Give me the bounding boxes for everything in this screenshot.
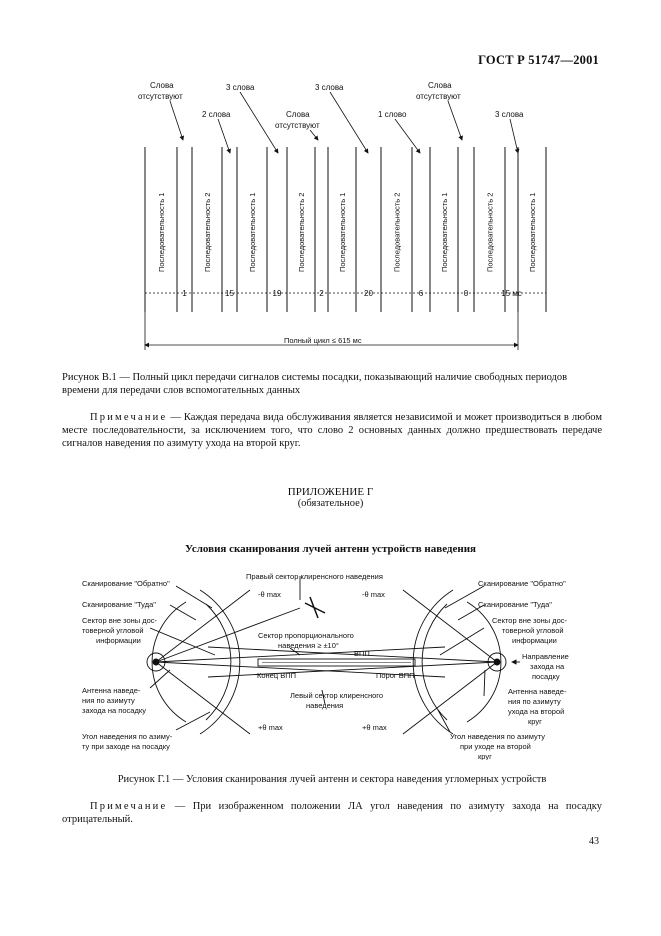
left-clearance-sector-2: наведения (306, 701, 344, 710)
theta-max-neg-right: -θ max (362, 590, 385, 599)
top-label-5: 3 слова (315, 83, 344, 92)
sequence-label: Последовательность 1 (440, 192, 449, 272)
figure-b1-timing-diagram (0, 0, 661, 360)
right-angle-3: круг (478, 752, 492, 760)
top-label-7a: Слова (428, 81, 452, 90)
total-cycle-label: Полный цикл ≤ 615 мс (284, 336, 362, 345)
left-angle-2: ту при заходе на посадку (82, 742, 170, 751)
gap-value: 15 (225, 289, 234, 298)
note-1 (62, 411, 602, 450)
proportional-sector-2: наведения ≥ ±10° (278, 641, 339, 650)
sequence-label: Последовательность 1 (528, 192, 537, 272)
gap-value: 1 (182, 289, 187, 298)
right-clearance-sector: Правый сектор клиренсного наведения (246, 572, 383, 581)
right-direction-3: посадку (532, 672, 560, 681)
top-label-6: 1 слово (378, 110, 407, 119)
right-antenna-2: ния по азимуту (508, 697, 561, 706)
figure-g1-caption: Рисунок Г.1 — Условия сканирования лучей антенн и сектора наведения угломерных устройств (117, 774, 547, 785)
appendix-heading: Условия сканирования лучей антенн устройств наведения (184, 543, 477, 555)
top-label-4b: отсутствуют (275, 121, 320, 130)
top-label-8: 3 слова (495, 110, 524, 119)
runway-label: ВПП (354, 649, 370, 658)
left-scan-forward: Сканирование "Туда" (82, 600, 156, 609)
right-antenna-3: ухода на второй (508, 707, 565, 716)
proportional-sector-1: Сектор пропорционального (258, 631, 354, 640)
note-2 (62, 800, 602, 826)
right-scan-back: Сканирование "Обратно" (478, 579, 566, 588)
figure-b1-caption-text: Рисунок В.1 — Полный цикл передачи сигналов системы посадки, показывающий наличие свободных периодов времени для передачи слов вспомогательных данных (62, 372, 568, 396)
note-2-text: — При изображенном положении ЛА угол наведения по азимуту захода на посадку отрицательный. (62, 801, 602, 825)
page-number: 43 (589, 836, 599, 847)
sequence-label: Последовательность 2 (297, 192, 306, 272)
top-label-3: 3 слова (226, 83, 255, 92)
right-sector-1: Сектор вне зоны дос- (492, 616, 568, 625)
right-direction-1: Направление (522, 652, 569, 661)
left-sector-2: товерной угловой (82, 626, 144, 635)
left-clearance-sector-1: Левый сектор клиренсного (290, 691, 384, 700)
right-scan-forward: Сканирование "Туда" (478, 600, 552, 609)
top-label-2: 2 слова (202, 110, 231, 119)
left-antenna-3: захода на посадку (82, 706, 146, 715)
theta-max-pos-right: +θ max (362, 723, 387, 732)
theta-max-neg-left: -θ max (258, 590, 281, 599)
left-antenna-1: Антенна наведе- (82, 686, 141, 695)
sequence-label: Последовательность 2 (485, 192, 495, 272)
left-sector-1: Сектор вне зоны дос- (82, 616, 158, 625)
sequence-label: Последовательность 2 (392, 192, 402, 272)
sequence-label: Последовательность 2 (203, 192, 212, 272)
appendix-title: ПРИЛОЖЕНИЕ Г (287, 486, 374, 498)
gap-value: 20 (364, 289, 373, 298)
left-angle-1: Угол наведения по азиму- (82, 732, 173, 741)
right-angle-1: Угол наведения по азимуту (450, 732, 545, 741)
aircraft-icon (305, 597, 325, 618)
gap-value: 0 (463, 289, 469, 298)
gap-value: 19 (272, 289, 282, 298)
note-1-label: Примечание (90, 412, 168, 423)
right-sector-2: товерной угловой (502, 626, 564, 635)
note-1-text: — Каждая передача вида обслуживания является независимой и может производиться в любом месте последовательности, за исключением того, что слово 2 основных данных должно предшествовать передаче сигналов наведения по азимуту ухода на второй круг. (62, 412, 602, 449)
sequence-label: Последовательность 1 (248, 192, 257, 272)
figure-b1-caption (62, 371, 602, 397)
top-label-4a: Слова (286, 110, 310, 119)
top-label-7b: отсутствуют (416, 92, 461, 101)
right-antenna-1: Антенна наведе- (508, 687, 567, 696)
top-label-1b: отсутствуют (138, 92, 183, 101)
appendix-subtitle: (обязательное) (297, 498, 364, 509)
runway-end-label: Конец ВПП (257, 671, 297, 680)
runway-threshold-label: Порог ВПП (376, 671, 415, 680)
left-antenna-2: ния по азимуту (82, 696, 135, 705)
note-2-label: Примечание (90, 801, 168, 812)
document-standard-number: ГОСТ Р 51747—2001 (478, 53, 599, 67)
gap-value: 2 (319, 289, 324, 298)
top-label-1a: Слова (150, 81, 174, 90)
gap-value: 15 мс (501, 289, 522, 298)
left-scan-back: Сканирование "Обратно" (82, 579, 170, 588)
sequence-label: Последовательность 1 (338, 192, 347, 272)
sequence-label: Последовательность 1 (157, 192, 166, 272)
right-sector-3: информации (512, 636, 557, 645)
right-antenna-4: круг (528, 717, 542, 726)
right-direction-2: захода на (530, 662, 565, 671)
theta-max-pos-left: +θ max (258, 723, 283, 732)
right-angle-2: при уходе на второй (460, 742, 531, 751)
left-sector-3: информации (96, 636, 141, 645)
figure-g1-scan-diagram (0, 560, 661, 760)
gap-value: 6 (418, 289, 424, 298)
